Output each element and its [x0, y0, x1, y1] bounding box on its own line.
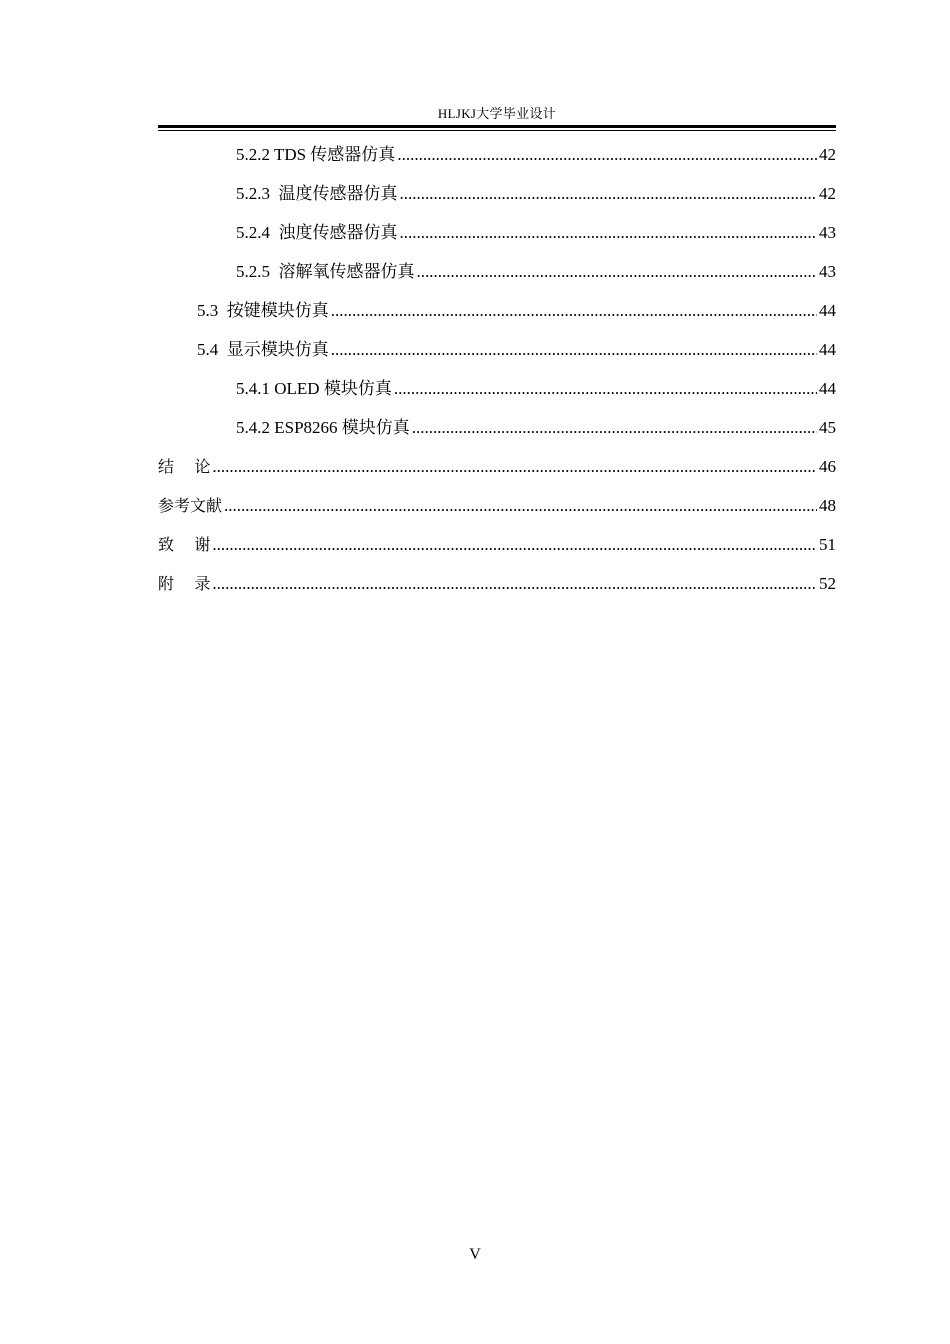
toc-entry-page: 51: [819, 535, 836, 554]
toc-entry-label: 5.4.2 ESP8266 模块仿真: [236, 418, 410, 437]
toc-entry-label: 5.2.4 浊度传感器仿真: [236, 223, 398, 242]
toc-dot-leader: [417, 259, 818, 285]
toc-dot-leader: [397, 142, 817, 168]
toc-dot-leader: [394, 376, 817, 402]
toc-entry-label: 5.2.5 溶解氧传感器仿真: [236, 262, 415, 281]
toc-dot-leader: [331, 337, 817, 363]
toc-entry-page: 45: [819, 418, 836, 437]
toc-entry[interactable]: [158, 532, 836, 571]
toc-entry-page: 44: [819, 301, 836, 320]
toc-dot-leader: [400, 181, 818, 207]
toc-entry[interactable]: [158, 493, 836, 532]
table-of-contents: [158, 142, 836, 610]
toc-entry[interactable]: [158, 415, 836, 454]
toc-entry-page: 42: [819, 184, 836, 203]
toc-dot-leader: [212, 454, 817, 480]
toc-entry[interactable]: [158, 454, 836, 493]
toc-entry[interactable]: [158, 220, 836, 259]
toc-entry-label: 致 谢: [158, 535, 211, 554]
toc-entry[interactable]: [158, 181, 836, 220]
toc-dot-leader: [412, 415, 817, 441]
toc-entry-page: 44: [819, 340, 836, 359]
toc-entry-label: 5.4 显示模块仿真: [197, 340, 329, 359]
toc-entry-label: 结 论: [158, 457, 211, 476]
toc-entry-page: 48: [819, 496, 836, 515]
toc-dot-leader: [224, 493, 817, 519]
toc-entry-label: 参考文献: [158, 496, 223, 515]
toc-entry-page: 43: [819, 223, 836, 242]
toc-entry[interactable]: [158, 337, 836, 376]
toc-entry-page: 46: [819, 457, 836, 476]
toc-entry-page: 43: [819, 262, 836, 281]
header-rule-thick: [158, 125, 836, 128]
toc-entry-page: 42: [819, 145, 836, 164]
toc-dot-leader: [212, 532, 817, 558]
page-number: V: [469, 1246, 481, 1263]
toc-entry-label: 5.4.1 OLED 模块仿真: [236, 379, 392, 398]
toc-entry-page: 44: [819, 379, 836, 398]
toc-entry[interactable]: [158, 571, 836, 610]
header-rule-thin: [158, 130, 836, 131]
toc-entry-label: 5.2.3 温度传感器仿真: [236, 184, 398, 203]
toc-entry[interactable]: [158, 259, 836, 298]
toc-entry-label: 附 录: [158, 574, 211, 593]
toc-entry-page: 52: [819, 574, 836, 593]
toc-entry[interactable]: [158, 142, 836, 181]
header-title: HLJKJ大学毕业设计: [437, 106, 557, 121]
toc-entry[interactable]: [158, 376, 836, 415]
toc-entry-label: 5.2.2 TDS 传感器仿真: [236, 145, 396, 164]
toc-entry[interactable]: [158, 298, 836, 337]
toc-dot-leader: [212, 571, 817, 597]
toc-dot-leader: [400, 220, 818, 246]
toc-entry-label: 5.3 按键模块仿真: [197, 301, 329, 320]
toc-dot-leader: [331, 298, 817, 324]
